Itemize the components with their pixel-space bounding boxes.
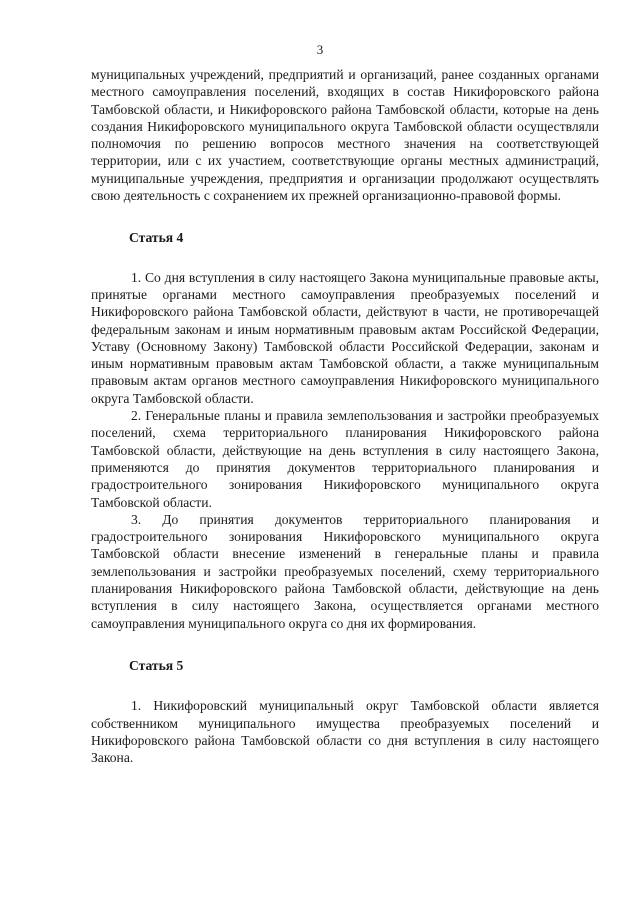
article-4-paragraph-2: 2. Генеральные планы и правила землепользования и застройки преобразуемых поселений, схема территориального планирования Никифоровского района Тамбовской области, действующие на день вступления в силу настоящего Закона, применяются до принятия документов территориального планирования и градостроительного зонирования Никифоровского муниципального округа Тамбовской области. [91, 408, 599, 510]
article-4-heading: Статья 4 [129, 230, 184, 246]
article-4-paragraph-3: 3. До принятия документов территориального планирования и градостроительного зонирования Никифоровского муниципального округа Тамбовской области внесение изменений в генеральные планы и правила землепользования и застройки преобразуемых поселений, схему территориального планирования Никифоровского района Тамбовской области, действующие на день вступления в силу настоящего Закона, осуществляется органами местного самоуправления муниципального округа со дня их формирования. [91, 511, 599, 631]
article-4-paragraph-1: 1. Со дня вступления в силу настоящего Закона муниципальные правовые акты, принятые органами местного самоуправления преобразуемых поселений и Никифоровского района Тамбовской области, действуют в части, не противоречащей федеральным законам и иным нормативным правовым актам Российской Федерации, Уставу (Основному Закону) Тамбовской области Российской Федерации, законам и иным нормативным правовым актам Тамбовской области, а также муниципальным правовым актам органов местного самоуправления Никифоровского муниципального округа Тамбовской области. [91, 269, 599, 406]
article-5-paragraph-1: 1. Никифоровский муниципальный округ Тамбовской области является собственником муниципального имущества преобразуемых поселений и Никифоровского района Тамбовской области со дня вступления в силу настоящего Закона. [91, 698, 599, 766]
page-number: 3 [316, 42, 324, 57]
document-body [91, 66, 599, 766]
article-5-heading: Статья 5 [129, 657, 184, 673]
intro-paragraph: муниципальных учреждений, предприятий и организаций, ранее созданных органами местного самоуправления поселений, входящих в состав Никифоровского района Тамбовской области, и Никифоровского района Тамбовской области, которые на день создания Никифоровского муниципального округа Тамбовской области осуществляли полномочия по решению вопросов местного значения на соответствующей территории, или с их участием, соответствующие органы местных администраций, муниципальные учреждения, предприятия и организации продолжают осуществлять свою деятельность с сохранением их прежней организационно-правовой формы. [91, 67, 599, 204]
